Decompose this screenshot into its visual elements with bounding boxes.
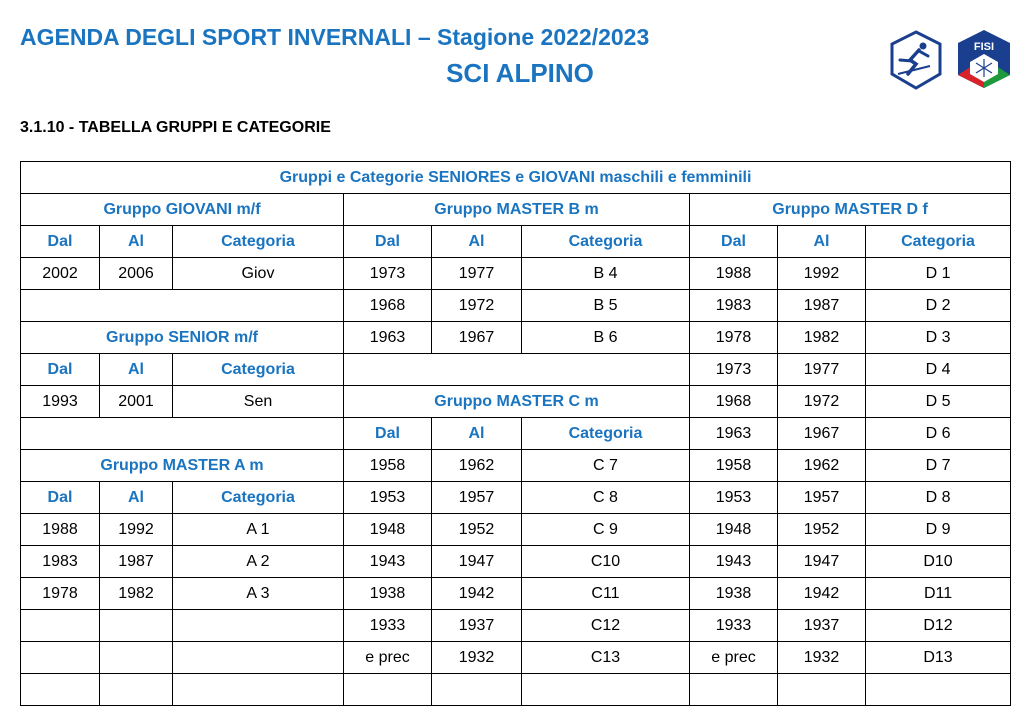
- giovani-col-dal: Dal: [21, 226, 100, 258]
- page-subtitle: SCI ALPINO: [446, 58, 594, 88]
- table-cell: 1963: [690, 418, 778, 450]
- table-cell: 1977: [778, 354, 866, 386]
- master-a-col-al: Al: [100, 482, 173, 514]
- table-cell: 1938: [344, 578, 432, 610]
- table-cell: 1988: [21, 514, 100, 546]
- table-cell: [21, 642, 100, 674]
- table-cell: 1973: [690, 354, 778, 386]
- table-cell: A 3: [173, 578, 344, 610]
- table-row: [21, 482, 1011, 514]
- table-cell: 1942: [432, 578, 522, 610]
- group-title-master-b: Gruppo MASTER B m: [344, 194, 690, 226]
- group-title-giovani: Gruppo GIOVANI m/f: [21, 194, 344, 226]
- table-cell: 1992: [778, 258, 866, 290]
- table-cell: 1937: [778, 610, 866, 642]
- table-cell: D 1: [866, 258, 1011, 290]
- page-title: AGENDA DEGLI SPORT INVERNALI – Stagione 2022/2023: [20, 24, 650, 50]
- table-cell: 1977: [432, 258, 522, 290]
- section-title: 3.1.10 - TABELLA GRUPPI E CATEGORIE: [20, 119, 331, 136]
- master-b-col-al: Al: [432, 226, 522, 258]
- group-title-master-c: Gruppo MASTER C m: [344, 386, 690, 418]
- senior-col-al: Al: [100, 354, 173, 386]
- table-cell: 1953: [690, 482, 778, 514]
- group-title-master-a: Gruppo MASTER A m: [21, 450, 344, 482]
- table-cell: D13: [866, 642, 1011, 674]
- master-c-col-al: Al: [432, 418, 522, 450]
- table-cell: 1983: [21, 546, 100, 578]
- group-title-master-d: Gruppo MASTER D f: [690, 194, 1011, 226]
- table-cell: A 1: [173, 514, 344, 546]
- table-cell: D 4: [866, 354, 1011, 386]
- table-cell: B 6: [522, 322, 690, 354]
- table-cell: 1993: [21, 386, 100, 418]
- table-cell: [778, 674, 866, 706]
- table-cell: D 6: [866, 418, 1011, 450]
- master-c-col-categoria: Categoria: [522, 418, 690, 450]
- table-cell: 2002: [21, 258, 100, 290]
- table-cell: 1962: [432, 450, 522, 482]
- table-cell: 1952: [432, 514, 522, 546]
- table-cell: [173, 642, 344, 674]
- table-cell: 1948: [344, 514, 432, 546]
- table-cell: Sen: [173, 386, 344, 418]
- table-cell: 1932: [432, 642, 522, 674]
- table-cell: 1938: [690, 578, 778, 610]
- table-cell: 2001: [100, 386, 173, 418]
- table-row: [21, 450, 1011, 482]
- table-cell: 1937: [432, 610, 522, 642]
- empty-cell: [21, 418, 344, 450]
- table-cell: 1943: [690, 546, 778, 578]
- table-cell: D 8: [866, 482, 1011, 514]
- fisi-logo-text: FISI: [973, 41, 995, 53]
- table-cell: 1972: [778, 386, 866, 418]
- master-a-col-dal: Dal: [21, 482, 100, 514]
- table-cell: 1942: [778, 578, 866, 610]
- table-cell: 1973: [344, 258, 432, 290]
- table-cell: C 9: [522, 514, 690, 546]
- table-cell: 1962: [778, 450, 866, 482]
- table-row: [21, 162, 1011, 194]
- master-b-col-dal: Dal: [344, 226, 432, 258]
- table-cell: [100, 642, 173, 674]
- master-d-col-categoria: Categoria: [866, 226, 1011, 258]
- table-cell: [432, 674, 522, 706]
- table-row: [21, 226, 1011, 258]
- table-cell: [21, 610, 100, 642]
- table-cell: 1978: [690, 322, 778, 354]
- table-row: [21, 354, 1011, 386]
- table-row: [21, 546, 1011, 578]
- table-cell: B 5: [522, 290, 690, 322]
- table-cell: 1967: [432, 322, 522, 354]
- table-cell: D12: [866, 610, 1011, 642]
- table-cell: 1972: [432, 290, 522, 322]
- table-cell: 1953: [344, 482, 432, 514]
- table-cell: [866, 674, 1011, 706]
- table-cell: [21, 674, 100, 706]
- empty-cell: [21, 290, 344, 322]
- table-row: [21, 514, 1011, 546]
- table-cell: [344, 674, 432, 706]
- table-cell: e prec: [344, 642, 432, 674]
- table-cell: D11: [866, 578, 1011, 610]
- master-a-col-categoria: Categoria: [173, 482, 344, 514]
- table-cell: 1968: [344, 290, 432, 322]
- table-row: [21, 386, 1011, 418]
- table-cell: 1978: [21, 578, 100, 610]
- table-cell: D 9: [866, 514, 1011, 546]
- table-cell: 1958: [690, 450, 778, 482]
- table-row: [21, 194, 1011, 226]
- table-row: [21, 610, 1011, 642]
- master-d-col-al: Al: [778, 226, 866, 258]
- table-cell: 1952: [778, 514, 866, 546]
- table-cell: C 8: [522, 482, 690, 514]
- senior-col-dal: Dal: [21, 354, 100, 386]
- table-cell: C12: [522, 610, 690, 642]
- senior-col-categoria: Categoria: [173, 354, 344, 386]
- table-cell: 1987: [100, 546, 173, 578]
- table-cell: 1968: [690, 386, 778, 418]
- table-cell: A 2: [173, 546, 344, 578]
- table-cell: [100, 610, 173, 642]
- table-main-header: Gruppi e Categorie SENIORES e GIOVANI maschili e femminili: [21, 162, 1011, 194]
- table-row: [21, 578, 1011, 610]
- table-cell: 1933: [690, 610, 778, 642]
- table-cell: C10: [522, 546, 690, 578]
- table-cell: 1948: [690, 514, 778, 546]
- table-cell: [173, 674, 344, 706]
- table-cell: 2006: [100, 258, 173, 290]
- table-cell: C13: [522, 642, 690, 674]
- table-cell: 1957: [778, 482, 866, 514]
- table-cell: [690, 674, 778, 706]
- table-cell: 1957: [432, 482, 522, 514]
- table-cell: 1983: [690, 290, 778, 322]
- table-cell: e prec: [690, 642, 778, 674]
- table-cell: D 2: [866, 290, 1011, 322]
- table-cell: B 4: [522, 258, 690, 290]
- master-c-col-dal: Dal: [344, 418, 432, 450]
- table-cell: C 7: [522, 450, 690, 482]
- table-cell: [522, 674, 690, 706]
- master-d-col-dal: Dal: [690, 226, 778, 258]
- table-cell: 1947: [432, 546, 522, 578]
- table-cell: C11: [522, 578, 690, 610]
- giovani-col-categoria: Categoria: [173, 226, 344, 258]
- empty-cell: [344, 354, 690, 386]
- table-cell: 1933: [344, 610, 432, 642]
- table-cell: 1987: [778, 290, 866, 322]
- fisi-logo-icon: [954, 28, 1014, 90]
- table-cell: 1947: [778, 546, 866, 578]
- master-b-col-categoria: Categoria: [522, 226, 690, 258]
- table-cell: 1943: [344, 546, 432, 578]
- table-cell: 1958: [344, 450, 432, 482]
- table-cell: D 7: [866, 450, 1011, 482]
- table-cell: 1932: [778, 642, 866, 674]
- table-cell: 1988: [690, 258, 778, 290]
- table-row: [21, 674, 1011, 706]
- table-cell: D 3: [866, 322, 1011, 354]
- table-cell: Giov: [173, 258, 344, 290]
- group-title-senior: Gruppo SENIOR m/f: [21, 322, 344, 354]
- table-cell: [173, 610, 344, 642]
- table-row: [21, 258, 1011, 290]
- table-cell: 1992: [100, 514, 173, 546]
- table-row: [21, 418, 1011, 450]
- giovani-col-al: Al: [100, 226, 173, 258]
- table-cell: D10: [866, 546, 1011, 578]
- table-row: [21, 290, 1011, 322]
- table-cell: 1982: [100, 578, 173, 610]
- table-row: [21, 322, 1011, 354]
- table-cell: 1963: [344, 322, 432, 354]
- table-cell: 1982: [778, 322, 866, 354]
- table-cell: [100, 674, 173, 706]
- table-row: [21, 642, 1011, 674]
- table-cell: 1967: [778, 418, 866, 450]
- groups-categories-table: [20, 161, 1011, 706]
- table-cell: D 5: [866, 386, 1011, 418]
